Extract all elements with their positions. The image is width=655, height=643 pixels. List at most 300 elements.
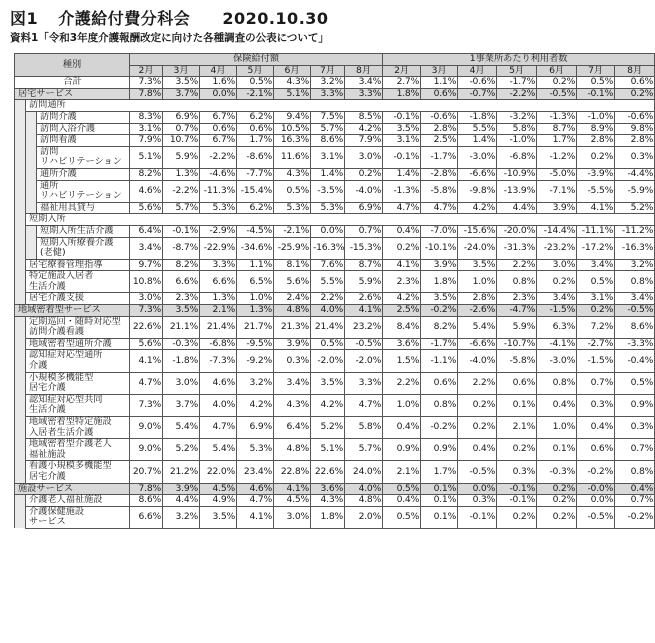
value-cell: -9.5% bbox=[237, 338, 274, 350]
value-cell: -5.0% bbox=[537, 168, 577, 180]
table-row bbox=[15, 214, 655, 226]
value-cell: 5.3% bbox=[237, 439, 274, 461]
value-cell: -13.9% bbox=[497, 180, 537, 202]
row-label: 居宅介護支援 bbox=[26, 293, 130, 305]
value-cell: -16.3% bbox=[615, 237, 655, 259]
row-label: 通所介護 bbox=[37, 168, 130, 180]
value-cell: -9.8% bbox=[458, 180, 497, 202]
value-cell: 3.5% bbox=[311, 372, 345, 394]
value-cell: 4.1% bbox=[237, 506, 274, 528]
value-cell: 0.4% bbox=[615, 483, 655, 495]
value-cell: 2.5% bbox=[421, 135, 458, 147]
value-cell: 8.7% bbox=[537, 123, 577, 135]
value-cell: 6.4% bbox=[130, 225, 163, 237]
value-cell: 0.6% bbox=[577, 439, 615, 461]
value-cell: 0.2% bbox=[383, 237, 421, 259]
value-cell: 1.1% bbox=[421, 77, 458, 89]
value-cell: 0.5% bbox=[383, 506, 421, 528]
value-cell: 3.2% bbox=[163, 506, 200, 528]
value-cell: -3.5% bbox=[311, 180, 345, 202]
committee-name: 介護給付費分科会 bbox=[58, 9, 191, 28]
value-cell: 6.9% bbox=[345, 202, 383, 214]
value-cell: -0.2% bbox=[421, 305, 458, 317]
value-cell: -3.0% bbox=[537, 350, 577, 372]
row-label: 地域密着型特定施設 入居者生活介護 bbox=[26, 417, 130, 439]
table-row bbox=[15, 88, 655, 100]
value-cell: -0.4% bbox=[615, 350, 655, 372]
table-row bbox=[15, 461, 655, 483]
value-cell: 22.8% bbox=[274, 461, 311, 483]
value-cell: 7.2% bbox=[577, 316, 615, 338]
value-cell: 2.8% bbox=[421, 123, 458, 135]
value-cell: 21.4% bbox=[200, 316, 237, 338]
indent-cell bbox=[15, 100, 26, 112]
indent-cell bbox=[26, 168, 37, 180]
value-cell: -0.2% bbox=[615, 506, 655, 528]
value-cell: 0.7% bbox=[163, 123, 200, 135]
value-cell: 3.3% bbox=[345, 88, 383, 100]
value-cell: 5.6% bbox=[130, 338, 163, 350]
value-cell: 0.2% bbox=[537, 483, 577, 495]
value-cell: 2.1% bbox=[497, 417, 537, 439]
value-cell: 2.2% bbox=[458, 372, 497, 394]
row-label: 施設サービス bbox=[15, 483, 130, 495]
value-cell: 3.4% bbox=[345, 77, 383, 89]
value-cell: -22.9% bbox=[200, 237, 237, 259]
value-cell: 0.6% bbox=[615, 77, 655, 89]
table-row bbox=[15, 168, 655, 180]
value-cell: 0.5% bbox=[383, 483, 421, 495]
indent-cell bbox=[15, 338, 26, 350]
value-cell: 4.1% bbox=[577, 202, 615, 214]
table-row bbox=[15, 259, 655, 271]
value-cell: 0.4% bbox=[458, 439, 497, 461]
figure-label: 図1 bbox=[10, 9, 39, 28]
value-cell: 8.7% bbox=[345, 259, 383, 271]
value-cell: 8.5% bbox=[345, 111, 383, 123]
value-cell: -3.2% bbox=[497, 111, 537, 123]
indent-cell bbox=[15, 146, 26, 168]
row-label: 短期入所療養介護 (老健) bbox=[37, 237, 130, 259]
month-header: 2月 bbox=[383, 65, 421, 77]
indent-cell bbox=[15, 461, 26, 483]
value-cell: 4.3% bbox=[274, 77, 311, 89]
value-cell: 3.5% bbox=[383, 123, 421, 135]
value-cell: 5.9% bbox=[345, 271, 383, 293]
table-row bbox=[15, 338, 655, 350]
value-cell: 7.8% bbox=[130, 483, 163, 495]
indent-cell bbox=[15, 202, 26, 214]
value-cell: 4.0% bbox=[311, 305, 345, 317]
value-cell: 0.8% bbox=[615, 461, 655, 483]
value-cell: 1.5% bbox=[383, 350, 421, 372]
value-cell: -1.3% bbox=[537, 111, 577, 123]
indent-cell bbox=[15, 259, 26, 271]
value-cell: 3.9% bbox=[421, 259, 458, 271]
value-cell: -0.5% bbox=[345, 338, 383, 350]
value-cell: -23.2% bbox=[537, 237, 577, 259]
value-cell: 5.8% bbox=[345, 417, 383, 439]
value-cell: 0.5% bbox=[577, 271, 615, 293]
value-cell: 5.3% bbox=[200, 202, 237, 214]
value-cell: 2.2% bbox=[311, 293, 345, 305]
value-cell: 3.0% bbox=[537, 259, 577, 271]
value-cell: 5.5% bbox=[458, 123, 497, 135]
value-cell: 2.1% bbox=[383, 461, 421, 483]
row-label: 小規模多機能型 居宅介護 bbox=[26, 372, 130, 394]
value-cell: 1.7% bbox=[421, 461, 458, 483]
value-cell: 6.2% bbox=[237, 111, 274, 123]
value-cell: 2.8% bbox=[458, 293, 497, 305]
value-cell: 0.1% bbox=[421, 495, 458, 507]
value-cell: 0.0% bbox=[577, 495, 615, 507]
value-cell: 1.3% bbox=[163, 168, 200, 180]
value-cell: 2.3% bbox=[497, 293, 537, 305]
value-cell: 0.9% bbox=[383, 439, 421, 461]
value-cell: 0.6% bbox=[497, 372, 537, 394]
value-cell: -25.9% bbox=[274, 237, 311, 259]
value-cell: 2.7% bbox=[383, 77, 421, 89]
value-cell: -10.9% bbox=[497, 168, 537, 180]
value-cell: 3.6% bbox=[311, 483, 345, 495]
value-cell: -2.6% bbox=[458, 305, 497, 317]
value-cell: 1.8% bbox=[383, 88, 421, 100]
value-cell: -2.1% bbox=[237, 88, 274, 100]
value-cell: 4.2% bbox=[311, 394, 345, 416]
month-header: 4月 bbox=[458, 65, 497, 77]
value-cell: 8.1% bbox=[274, 259, 311, 271]
value-cell: 22.6% bbox=[130, 316, 163, 338]
value-cell: 7.6% bbox=[311, 259, 345, 271]
value-cell: 0.1% bbox=[537, 439, 577, 461]
value-cell: 3.4% bbox=[577, 259, 615, 271]
value-cell: 0.0% bbox=[311, 225, 345, 237]
value-cell: 3.0% bbox=[163, 372, 200, 394]
indent-cell bbox=[26, 111, 37, 123]
value-cell: 22.6% bbox=[311, 461, 345, 483]
value-cell: 3.1% bbox=[311, 146, 345, 168]
value-cell: -31.3% bbox=[497, 237, 537, 259]
value-cell: 4.3% bbox=[274, 168, 311, 180]
table-row bbox=[15, 372, 655, 394]
value-cell: -15.6% bbox=[458, 225, 497, 237]
row-label: 地域密着型通所介護 bbox=[26, 338, 130, 350]
indent-cell bbox=[15, 350, 26, 372]
value-cell: -1.8% bbox=[458, 111, 497, 123]
figure-title bbox=[10, 6, 329, 29]
value-cell: 8.6% bbox=[130, 495, 163, 507]
value-cell: -6.8% bbox=[200, 338, 237, 350]
value-cell: 8.4% bbox=[383, 316, 421, 338]
value-cell: 21.2% bbox=[163, 461, 200, 483]
value-cell: -4.6% bbox=[200, 168, 237, 180]
value-cell: 1.8% bbox=[311, 506, 345, 528]
value-cell: 21.4% bbox=[311, 316, 345, 338]
value-cell: -0.6% bbox=[421, 111, 458, 123]
month-header: 8月 bbox=[615, 65, 655, 77]
indent-cell bbox=[26, 180, 37, 202]
value-cell: 0.6% bbox=[200, 123, 237, 135]
source-caption: 資料1「令和3年度介護報酬改定に向けた各種調査の公表について」 bbox=[10, 32, 329, 44]
value-cell: 1.3% bbox=[237, 305, 274, 317]
value-cell: 6.3% bbox=[537, 316, 577, 338]
value-cell: 3.9% bbox=[537, 202, 577, 214]
row-label: 居宅サービス bbox=[15, 88, 130, 100]
value-cell: -0.1% bbox=[383, 146, 421, 168]
value-cell: 3.7% bbox=[163, 394, 200, 416]
value-cell: 0.7% bbox=[615, 495, 655, 507]
value-cell: 0.3% bbox=[458, 495, 497, 507]
value-cell: 20.7% bbox=[130, 461, 163, 483]
value-cell: -10.1% bbox=[421, 237, 458, 259]
row-label: 訪問 リハビリテーション bbox=[37, 146, 130, 168]
month-header: 3月 bbox=[163, 65, 200, 77]
value-cell: 0.2% bbox=[345, 168, 383, 180]
table-row bbox=[15, 293, 655, 305]
value-cell: -2.7% bbox=[577, 338, 615, 350]
value-cell: 1.1% bbox=[237, 259, 274, 271]
value-cell: -0.2% bbox=[421, 417, 458, 439]
value-cell: 0.9% bbox=[421, 439, 458, 461]
value-cell: -6.6% bbox=[458, 338, 497, 350]
value-cell: 2.0% bbox=[345, 506, 383, 528]
table-row bbox=[15, 180, 655, 202]
value-cell: -1.2% bbox=[537, 146, 577, 168]
value-cell: 1.4% bbox=[311, 168, 345, 180]
value-cell: 5.1% bbox=[311, 439, 345, 461]
value-cell: -0.6% bbox=[615, 111, 655, 123]
value-cell: 0.4% bbox=[537, 394, 577, 416]
value-cell: -0.5% bbox=[458, 461, 497, 483]
value-cell: -0.5% bbox=[615, 305, 655, 317]
value-cell: -7.0% bbox=[421, 225, 458, 237]
value-cell: -11.2% bbox=[615, 225, 655, 237]
value-cell: 0.6% bbox=[237, 123, 274, 135]
value-cell: -4.4% bbox=[615, 168, 655, 180]
value-cell: 3.1% bbox=[383, 135, 421, 147]
value-cell: -14.4% bbox=[537, 225, 577, 237]
value-cell: 6.4% bbox=[274, 417, 311, 439]
value-cell: 4.2% bbox=[458, 202, 497, 214]
value-cell: -0.1% bbox=[163, 225, 200, 237]
value-cell: 2.2% bbox=[383, 372, 421, 394]
value-cell: 4.7% bbox=[421, 202, 458, 214]
value-cell: -4.1% bbox=[537, 338, 577, 350]
value-cell: 2.3% bbox=[163, 293, 200, 305]
value-cell: 5.4% bbox=[458, 316, 497, 338]
value-cell: -11.3% bbox=[200, 180, 237, 202]
month-header: 4月 bbox=[200, 65, 237, 77]
value-cell: 5.4% bbox=[163, 417, 200, 439]
value-cell: 0.2% bbox=[615, 88, 655, 100]
value-cell: 0.2% bbox=[497, 439, 537, 461]
row-label: 短期入所 bbox=[26, 214, 655, 226]
value-cell: -1.5% bbox=[577, 350, 615, 372]
value-cell: 3.9% bbox=[163, 483, 200, 495]
value-cell: 8.2% bbox=[163, 259, 200, 271]
value-cell: 0.2% bbox=[577, 146, 615, 168]
table-row bbox=[15, 111, 655, 123]
group-header-users: 1事業所あたり利用者数 bbox=[383, 54, 655, 66]
value-cell: 3.3% bbox=[311, 88, 345, 100]
row-label: 訪問入浴介護 bbox=[37, 123, 130, 135]
value-cell: 3.4% bbox=[537, 293, 577, 305]
value-cell: 9.0% bbox=[130, 439, 163, 461]
value-cell: 0.2% bbox=[458, 394, 497, 416]
table-row bbox=[15, 483, 655, 495]
value-cell: 23.4% bbox=[237, 461, 274, 483]
value-cell: -1.8% bbox=[163, 350, 200, 372]
value-cell: 9.4% bbox=[274, 111, 311, 123]
value-cell: -10.7% bbox=[497, 338, 537, 350]
value-cell: 21.7% bbox=[237, 316, 274, 338]
value-cell: -1.3% bbox=[383, 180, 421, 202]
table-row bbox=[15, 350, 655, 372]
table-row bbox=[15, 271, 655, 293]
value-cell: 1.6% bbox=[200, 77, 237, 89]
value-cell: 0.3% bbox=[615, 146, 655, 168]
row-label: 地域密着型サービス bbox=[15, 305, 130, 317]
value-cell: 4.9% bbox=[200, 495, 237, 507]
value-cell: -20.0% bbox=[497, 225, 537, 237]
value-cell: 7.3% bbox=[130, 394, 163, 416]
month-header: 6月 bbox=[274, 65, 311, 77]
value-cell: 4.6% bbox=[200, 372, 237, 394]
table-row bbox=[15, 225, 655, 237]
value-cell: 0.5% bbox=[577, 77, 615, 89]
indent-cell bbox=[15, 111, 26, 123]
indent-cell bbox=[26, 146, 37, 168]
value-cell: 2.8% bbox=[577, 135, 615, 147]
value-cell: 9.7% bbox=[130, 259, 163, 271]
value-cell: -1.5% bbox=[537, 305, 577, 317]
value-cell: 1.8% bbox=[421, 271, 458, 293]
value-cell: 1.3% bbox=[200, 293, 237, 305]
value-cell: 0.3% bbox=[615, 417, 655, 439]
value-cell: 7.5% bbox=[311, 111, 345, 123]
value-cell: 0.8% bbox=[421, 394, 458, 416]
indent-cell bbox=[15, 237, 26, 259]
value-cell: -34.6% bbox=[237, 237, 274, 259]
value-cell: 0.3% bbox=[274, 350, 311, 372]
value-cell: 0.7% bbox=[345, 225, 383, 237]
value-cell: -9.2% bbox=[237, 350, 274, 372]
value-cell: 2.3% bbox=[383, 271, 421, 293]
value-cell: 22.0% bbox=[200, 461, 237, 483]
value-cell: 0.4% bbox=[383, 225, 421, 237]
value-cell: 4.0% bbox=[200, 394, 237, 416]
row-label: 介護老人福祉施設 bbox=[26, 495, 130, 507]
table-row bbox=[15, 202, 655, 214]
value-cell: -0.1% bbox=[458, 506, 497, 528]
value-cell: -2.2% bbox=[200, 146, 237, 168]
value-cell: 11.6% bbox=[274, 146, 311, 168]
value-cell: -0.0% bbox=[577, 483, 615, 495]
value-cell: 6.9% bbox=[237, 417, 274, 439]
indent-cell bbox=[15, 214, 26, 226]
table-row bbox=[15, 77, 655, 89]
indent-cell bbox=[15, 417, 26, 439]
row-label: 介護保健施設 サービス bbox=[26, 506, 130, 528]
row-label: 訪問介護 bbox=[37, 111, 130, 123]
value-cell: 5.3% bbox=[274, 202, 311, 214]
value-cell: 7.3% bbox=[130, 305, 163, 317]
value-cell: -4.7% bbox=[497, 305, 537, 317]
value-cell: 4.6% bbox=[237, 483, 274, 495]
table-row bbox=[15, 506, 655, 528]
table-row bbox=[15, 237, 655, 259]
value-cell: 4.7% bbox=[383, 202, 421, 214]
indent-cell bbox=[15, 495, 26, 507]
value-cell: -1.1% bbox=[421, 350, 458, 372]
value-cell: -24.0% bbox=[458, 237, 497, 259]
value-cell: 3.3% bbox=[200, 259, 237, 271]
value-cell: 0.5% bbox=[237, 77, 274, 89]
row-label: 通所 リハビリテーション bbox=[37, 180, 130, 202]
value-cell: 4.6% bbox=[130, 180, 163, 202]
value-cell: 0.5% bbox=[615, 372, 655, 394]
value-cell: 4.0% bbox=[345, 483, 383, 495]
value-cell: -0.1% bbox=[497, 483, 537, 495]
data-table bbox=[14, 53, 655, 529]
value-cell: 6.5% bbox=[237, 271, 274, 293]
value-cell: 0.4% bbox=[383, 417, 421, 439]
value-cell: 3.9% bbox=[274, 338, 311, 350]
value-cell: -4.0% bbox=[458, 350, 497, 372]
value-cell: -0.2% bbox=[577, 461, 615, 483]
value-cell: -16.3% bbox=[311, 237, 345, 259]
value-cell: 9.8% bbox=[615, 123, 655, 135]
value-cell: 3.0% bbox=[345, 146, 383, 168]
value-cell: 0.1% bbox=[421, 483, 458, 495]
value-cell: -0.3% bbox=[537, 461, 577, 483]
value-cell: 3.3% bbox=[345, 372, 383, 394]
value-cell: 3.1% bbox=[130, 123, 163, 135]
value-cell: 3.2% bbox=[237, 372, 274, 394]
value-cell: 4.7% bbox=[345, 394, 383, 416]
value-cell: 6.2% bbox=[237, 202, 274, 214]
table-row bbox=[15, 146, 655, 168]
value-cell: 7.9% bbox=[130, 135, 163, 147]
value-cell: 6.7% bbox=[200, 111, 237, 123]
value-cell: 0.0% bbox=[200, 88, 237, 100]
indent-cell bbox=[15, 271, 26, 293]
value-cell: 0.4% bbox=[577, 417, 615, 439]
value-cell: 1.0% bbox=[537, 417, 577, 439]
value-cell: 6.6% bbox=[200, 271, 237, 293]
value-cell: 3.6% bbox=[383, 338, 421, 350]
indent-cell bbox=[15, 394, 26, 416]
value-cell: 5.1% bbox=[130, 146, 163, 168]
value-cell: 4.8% bbox=[345, 495, 383, 507]
group-header-benefit: 保険給付額 bbox=[130, 54, 383, 66]
value-cell: -7.7% bbox=[237, 168, 274, 180]
month-header: 5月 bbox=[497, 65, 537, 77]
table-row bbox=[15, 439, 655, 461]
value-cell: 5.4% bbox=[200, 439, 237, 461]
value-cell: 5.2% bbox=[615, 202, 655, 214]
value-cell: 5.2% bbox=[311, 417, 345, 439]
value-cell: 0.2% bbox=[537, 506, 577, 528]
value-cell: 3.5% bbox=[163, 305, 200, 317]
value-cell: 8.6% bbox=[311, 135, 345, 147]
value-cell: 1.7% bbox=[537, 135, 577, 147]
value-cell: 10.8% bbox=[130, 271, 163, 293]
table-row bbox=[15, 316, 655, 338]
value-cell: 7.3% bbox=[130, 77, 163, 89]
value-cell: 3.4% bbox=[274, 372, 311, 394]
value-cell: 4.4% bbox=[163, 495, 200, 507]
